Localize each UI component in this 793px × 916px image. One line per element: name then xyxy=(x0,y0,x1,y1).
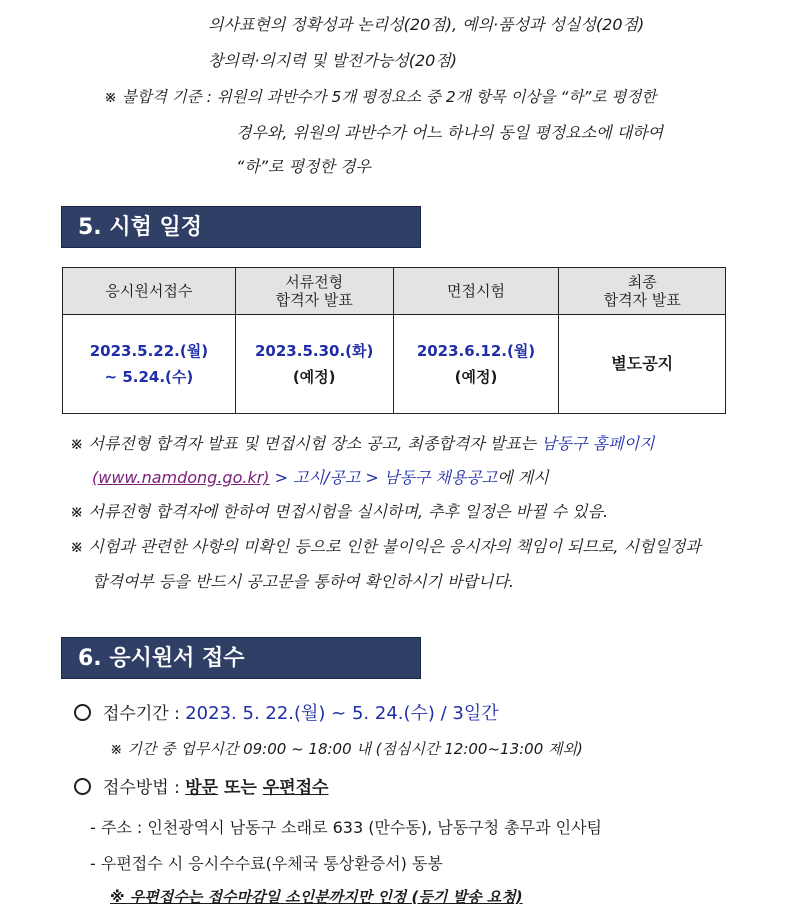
cell-final-result xyxy=(559,315,726,414)
fail-criteria-line-3: “하”로 평정한 경우 xyxy=(236,157,371,176)
header-application xyxy=(63,268,236,315)
section-5-title: 5. 시험 일정 xyxy=(61,206,421,248)
cell-line: 2023.5.30.(화) xyxy=(255,342,374,360)
cell-line: 2023.5.22.(월) xyxy=(89,342,209,360)
note-2: ※ 서류전형 합격자에 한하여 면접시험을 실시하며, 추후 일정은 바뀔 수 있음. xyxy=(70,502,609,521)
header-document-result xyxy=(235,268,393,315)
header-text: 응시원서접수 xyxy=(105,282,193,300)
address-line: - 주소 : 인천광역시 남동구 소래로 633 (만수동), 남동구청 총무과 인사팀 xyxy=(90,818,602,837)
note-1-tail: 에 게시 xyxy=(497,468,549,487)
period-value: 2023. 5. 22.(월) ~ 5. 24.(수) / 3일간 xyxy=(185,703,499,724)
header-final-result xyxy=(559,268,726,315)
header-text: 서류전형 합격자 발표 xyxy=(275,273,353,309)
table-header-row xyxy=(63,268,726,315)
bullet-circle-icon xyxy=(74,778,91,795)
criteria-line-2: 창의력·의지력 및 발전가능성(20점) xyxy=(208,51,458,70)
cell-line: (예정) xyxy=(292,368,336,386)
method-postal: 우편접수 xyxy=(262,778,329,798)
note-3-line-1: ※ 시험과 관련한 사항의 미확인 등으로 인한 불이익은 응시자의 책임이 되므로, 시험일정과 xyxy=(70,537,701,556)
table-row xyxy=(63,315,726,414)
bullet-circle-icon xyxy=(74,704,91,721)
cell-line: 별도공지 xyxy=(611,354,674,373)
homepage-link[interactable]: 남동구 홈페이지 xyxy=(541,434,655,453)
note-1-line-2 xyxy=(92,465,549,488)
postal-note: ※ 우편접수는 접수마감일 소인분까지만 인정 (등기 발송 요청) xyxy=(110,888,523,906)
method-label: 접수방법 : xyxy=(103,778,186,798)
cell-line: (예정) xyxy=(454,368,498,386)
section-6-title: 6. 응시원서 접수 xyxy=(61,637,421,679)
header-interview xyxy=(393,268,559,315)
note-3-line-2: 합격여부 등을 반드시 공고문을 통하여 확인하시기 바랍니다. xyxy=(92,572,515,591)
period-note: ※ 기간 중 업무시간 09:00 ~ 18:00 내 (점심시간 12:00~13:00 제외) xyxy=(110,740,583,758)
header-text: 면접시험 xyxy=(447,282,505,300)
cell-interview-date xyxy=(393,315,559,414)
schedule-table xyxy=(62,267,726,414)
period-row xyxy=(74,699,499,725)
method-or: 또는 xyxy=(218,778,263,798)
fail-criteria-line-1: ※ 불합격 기준 : 위원의 과반수가 5개 평정요소 중 2개 항목 이상을 “하”로 평정한 xyxy=(104,88,657,106)
method-visit: 방문 xyxy=(185,778,219,798)
criteria-line-1: 의사표현의 정확성과 논리성(20점), 예의·품성과 성실성(20점) xyxy=(208,15,645,34)
note-1-text: ※ 서류전형 합격자 발표 및 면접시험 장소 공고, 최종합격자 발표는 xyxy=(70,434,542,453)
header-text: 최종 합격자 발표 xyxy=(603,273,681,309)
cell-application-date xyxy=(63,315,236,414)
notice-path-link[interactable]: > 고시/공고 > 남동구 채용공고 xyxy=(269,468,498,487)
cell-line: ~ 5.24.(수) xyxy=(104,368,194,386)
postal-fee-line: - 우편접수 시 응시수수료(우체국 통상환증서) 동봉 xyxy=(90,854,443,873)
fail-criteria-line-2: 경우와, 위원의 과반수가 어느 하나의 동일 평정요소에 대하여 xyxy=(236,123,664,142)
homepage-url-link[interactable]: (www.namdong.go.kr) xyxy=(92,468,270,487)
cell-line: 2023.6.12.(월) xyxy=(416,342,536,360)
period-label: 접수기간 : xyxy=(103,704,186,724)
cell-document-result-date xyxy=(235,315,393,414)
method-row xyxy=(74,773,328,798)
note-1-line-1 xyxy=(70,431,655,454)
